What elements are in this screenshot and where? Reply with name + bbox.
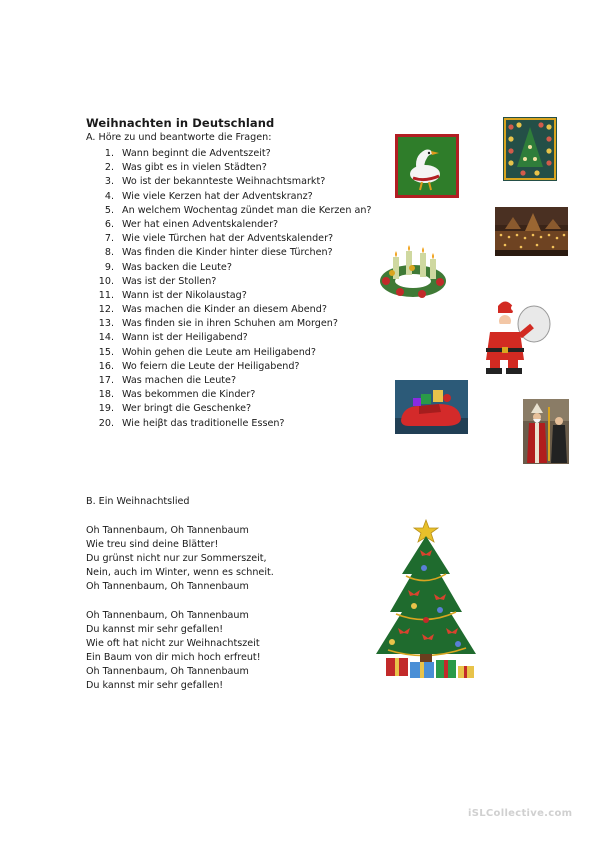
question-number: 5. <box>104 204 114 216</box>
section-a-heading: A. Höre zu und beantworte die Fragen: <box>86 132 272 143</box>
advent-wreath-image <box>376 237 450 306</box>
song-line: Ein Baum von dir mich hoch erfreut! <box>86 652 261 663</box>
question-number: 17. <box>98 375 114 386</box>
song-line: Wie oft hat nicht zur Weihnachtszeit <box>86 638 260 649</box>
song-verse-1 <box>86 524 274 594</box>
question-number: 4. <box>104 190 114 202</box>
question-text: Wie viele Türchen hat der Adventskalender? <box>122 233 334 245</box>
question-text: Was finden die Kinder hinter diese Türchen? <box>122 247 333 259</box>
song-line: Du grünst nicht nur zur Sommerszeit, <box>86 553 267 564</box>
question-text: Wer bringt die Geschenke? <box>122 403 252 415</box>
nikolaus-shoe-image <box>395 380 468 434</box>
saint-nicholas-image <box>523 399 569 464</box>
advent-calendar-image <box>503 117 557 181</box>
question-number: 8. <box>104 247 114 259</box>
question-number: 13. <box>98 318 114 330</box>
question-number: 7. <box>104 233 114 245</box>
song-line: Oh Tannenbaum, Oh Tannenbaum <box>86 525 249 536</box>
question-number: 2. <box>104 162 114 174</box>
question-text: Wo feiern die Leute der Heiligabend? <box>122 360 300 372</box>
question-number: 11. <box>98 289 114 301</box>
song-line: Oh Tannenbaum, Oh Tannenbaum <box>86 610 249 621</box>
question-number: 12. <box>98 304 114 316</box>
question-text: Was finden sie in ihren Schuhen am Morgen? <box>122 318 338 330</box>
question-text: Was machen die Leute? <box>122 375 237 386</box>
section-b-heading: B. Ein Weihnachtslied <box>86 496 190 507</box>
question-text: Wie heiβt das traditionelle Essen? <box>122 417 285 429</box>
question-text: Was gibt es in vielen Städten? <box>122 162 267 174</box>
christmas-tree-image <box>366 516 482 682</box>
question-text: An welchem Wochentag zündet man die Kerzen an? <box>122 204 372 216</box>
question-number: 1. <box>104 148 114 159</box>
question-text: Wie viele Kerzen hat der Adventskranz? <box>122 190 313 202</box>
christmas-market-image <box>495 207 568 256</box>
question-number: 19. <box>98 403 114 415</box>
question-text: Wohin gehen die Leute am Heiligabend? <box>122 346 316 358</box>
question-number: 6. <box>104 218 114 230</box>
song-line: Du kannst mir sehr gefallen! <box>86 680 224 691</box>
song-verse-2 <box>86 609 261 693</box>
question-text: Was machen die Kinder an diesem Abend? <box>122 304 327 316</box>
question-text: Wann beginnt die Adventszeit? <box>122 148 271 159</box>
question-number: 18. <box>98 389 114 401</box>
question-number: 14. <box>98 332 114 344</box>
song-line: Oh Tannenbaum, Oh Tannenbaum <box>86 581 249 592</box>
question-number: 15. <box>98 346 114 358</box>
question-text: Wann ist der Nikolaustag? <box>122 289 247 301</box>
song-line: Du kannst mir sehr gefallen! <box>86 624 224 635</box>
song-line: Oh Tannenbaum, Oh Tannenbaum <box>86 666 249 677</box>
question-text: Was backen die Leute? <box>122 261 232 273</box>
question-number: 3. <box>104 176 114 188</box>
question-number: 9. <box>104 261 114 273</box>
question-text: Was ist der Stollen? <box>122 275 217 287</box>
question-number: 16. <box>98 360 114 372</box>
watermark: iSLCollective.com <box>468 808 573 819</box>
question-number: 10. <box>98 275 114 287</box>
song-line: Nein, auch im Winter, wenn es schneit. <box>86 567 274 578</box>
page-title: Weihnachten in Deutschland <box>86 116 275 130</box>
santa-claus-image <box>476 296 552 376</box>
question-text: Was bekommen die Kinder? <box>122 389 256 401</box>
question-text: Wann ist der Heiligabend? <box>122 332 248 344</box>
question-number: 20. <box>98 417 114 429</box>
question-text: Wer hat einen Adventskalender? <box>122 218 279 230</box>
question-text: Wo ist der bekannteste Weihnachtsmarkt? <box>122 176 326 188</box>
song-line: Wie treu sind deine Blätter! <box>86 539 219 550</box>
goose-image <box>395 134 459 198</box>
